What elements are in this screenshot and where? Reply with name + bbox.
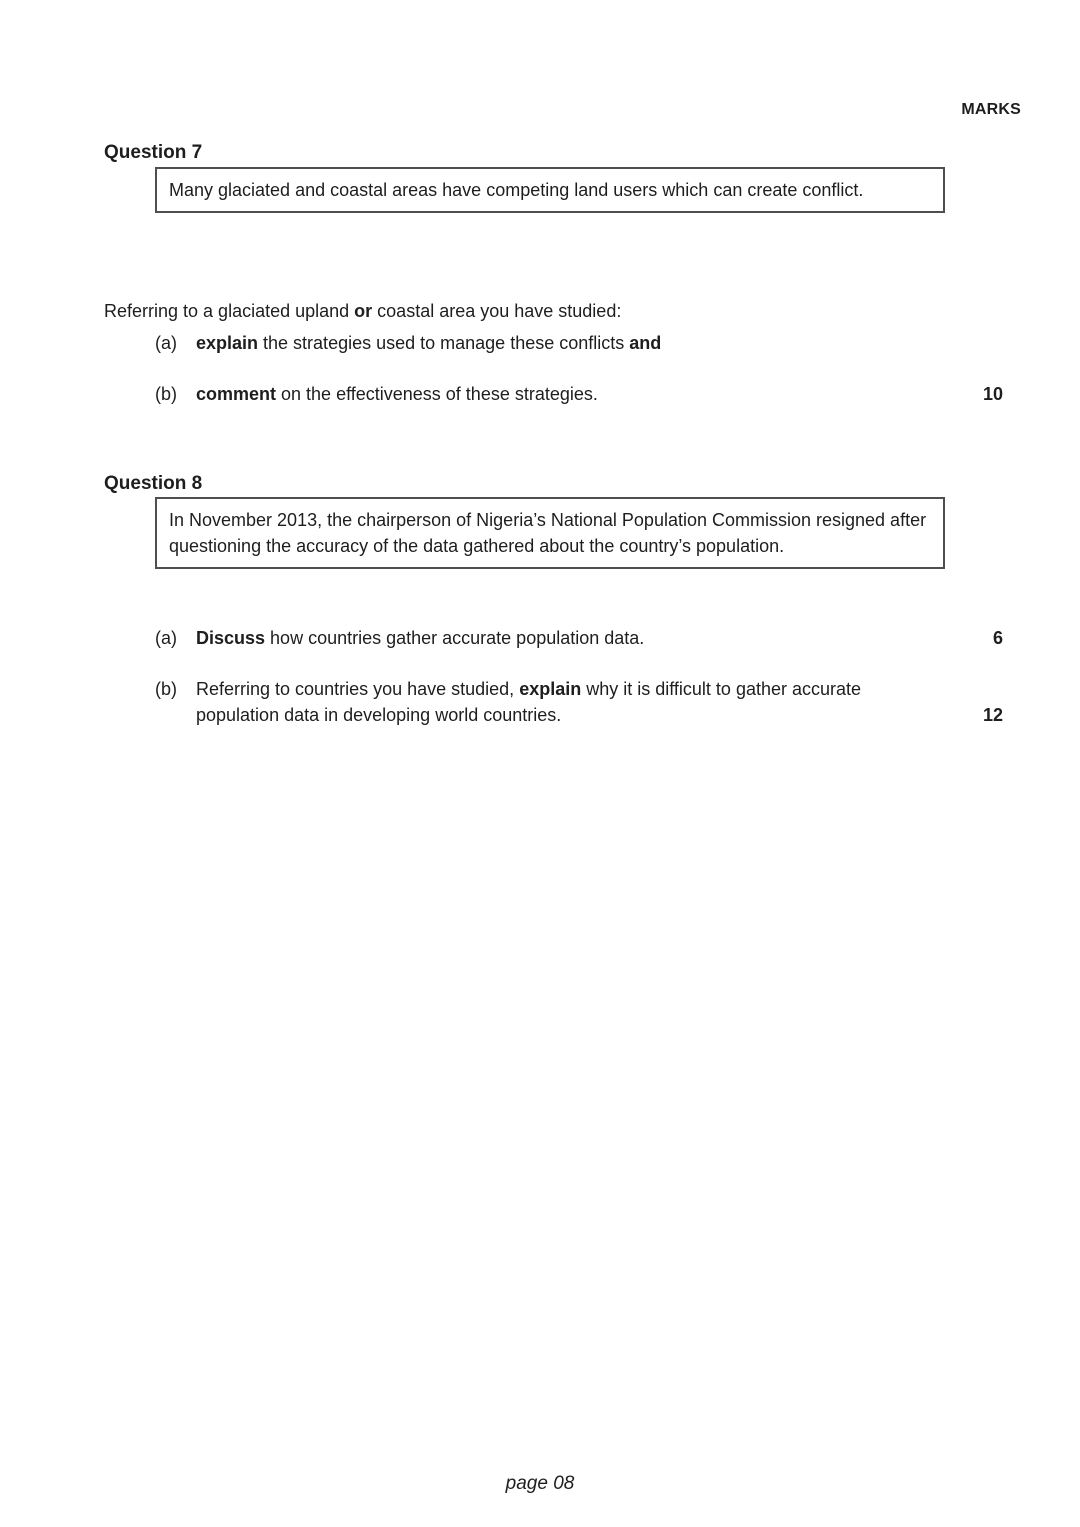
question-7-part-b bbox=[155, 381, 1003, 407]
question-7-intro: Referring to a glaciated upland or coastal area you have studied: bbox=[104, 301, 622, 321]
question-8-stimulus-text: In November 2013, the chairperson of Nigeria’s National Population Commission resigned after questioning the accuracy of the data gathered about the country’s population. bbox=[169, 510, 927, 556]
part-label: (a) bbox=[155, 333, 177, 353]
part-text: explain the strategies used to manage these conflicts and bbox=[196, 333, 662, 353]
marks-column-header: MARKS bbox=[961, 101, 1021, 118]
part-label: (a) bbox=[155, 628, 177, 648]
part-label: (b) bbox=[155, 679, 177, 699]
page-number: page 08 bbox=[505, 1473, 575, 1494]
question-7-title: Question 7 bbox=[104, 141, 203, 163]
marks-value: 10 bbox=[982, 384, 1003, 404]
marks-value: 12 bbox=[982, 705, 1003, 725]
part-text: Referring to countries you have studied, explain why it is difficult to gather accurate population data in developing world countries. bbox=[196, 679, 862, 725]
question-8-stimulus-box bbox=[155, 497, 945, 569]
question-8-part-b bbox=[155, 676, 1003, 728]
marks-value: 6 bbox=[992, 628, 1003, 648]
part-text: comment on the effectiveness of these strategies. bbox=[196, 384, 598, 404]
part-text: Discuss how countries gather accurate population data. bbox=[196, 628, 645, 648]
question-7-stimulus-text: Many glaciated and coastal areas have competing land users which can create conflict. bbox=[169, 180, 864, 200]
question-8-part-a bbox=[155, 625, 1003, 651]
part-label: (b) bbox=[155, 384, 177, 404]
question-7-part-a bbox=[155, 330, 1003, 356]
question-8-title: Question 8 bbox=[104, 472, 203, 494]
question-7-stimulus-box bbox=[155, 167, 945, 213]
